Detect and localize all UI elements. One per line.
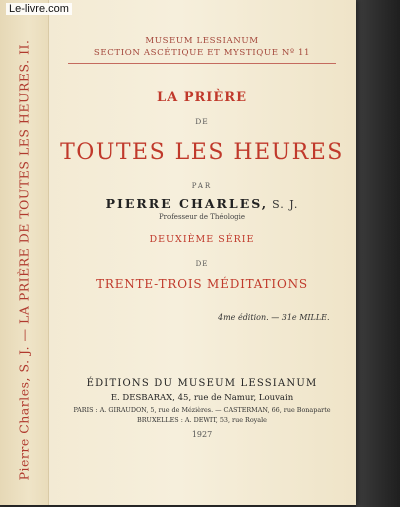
title-main: TOUTES LES HEURES — [60, 140, 344, 165]
publication-year: 1927 — [191, 430, 213, 439]
address-line-2: BRUXELLES : A. DEWIT, 53, rue Royale — [137, 416, 267, 424]
book-spine — [0, 0, 49, 505]
de-label: DE — [195, 260, 209, 268]
dark-background-strip — [356, 0, 400, 507]
address-line-1: PARIS : A. GIRAUDON, 5, rue de Mézières. — CASTERMAN, 66, rue Bonaparte — [73, 406, 331, 414]
author-name: PIERRE CHARLES, — [105, 196, 269, 211]
publisher-address: E. DESBARAX, 45, rue de Namur, Louvain — [110, 393, 294, 403]
edition-info: 4me édition. — 31e MILLE. — [218, 313, 330, 322]
meditations-title: TRENTE-TROIS MÉDITATIONS — [96, 277, 308, 291]
serie-label: DEUXIÈME SÉRIE — [149, 234, 255, 245]
author-line — [48, 196, 356, 211]
book-cover — [48, 0, 356, 505]
header-rule — [68, 63, 336, 64]
author-sj: S. J. — [272, 198, 299, 211]
spine-title: Pierre Charles, S. J. — LA PRIÈRE DE TOUTES LES HEURES. II. — [16, 39, 32, 481]
author-title: Professeur de Théologie — [158, 213, 246, 221]
collection-line-2: SECTION ASCÉTIQUE ET MYSTIQUE Nº 11 — [93, 48, 311, 58]
collection-line-1: MUSEUM LESSIANUM — [145, 36, 259, 46]
publisher-name: ÉDITIONS DU MUSEUM LESSIANUM — [86, 378, 318, 389]
title-des: DE — [195, 117, 209, 126]
title-la-priere: LA PRIÈRE — [156, 90, 248, 105]
par-label: PAR — [191, 182, 213, 190]
watermark: Le-livre.com — [6, 3, 72, 15]
